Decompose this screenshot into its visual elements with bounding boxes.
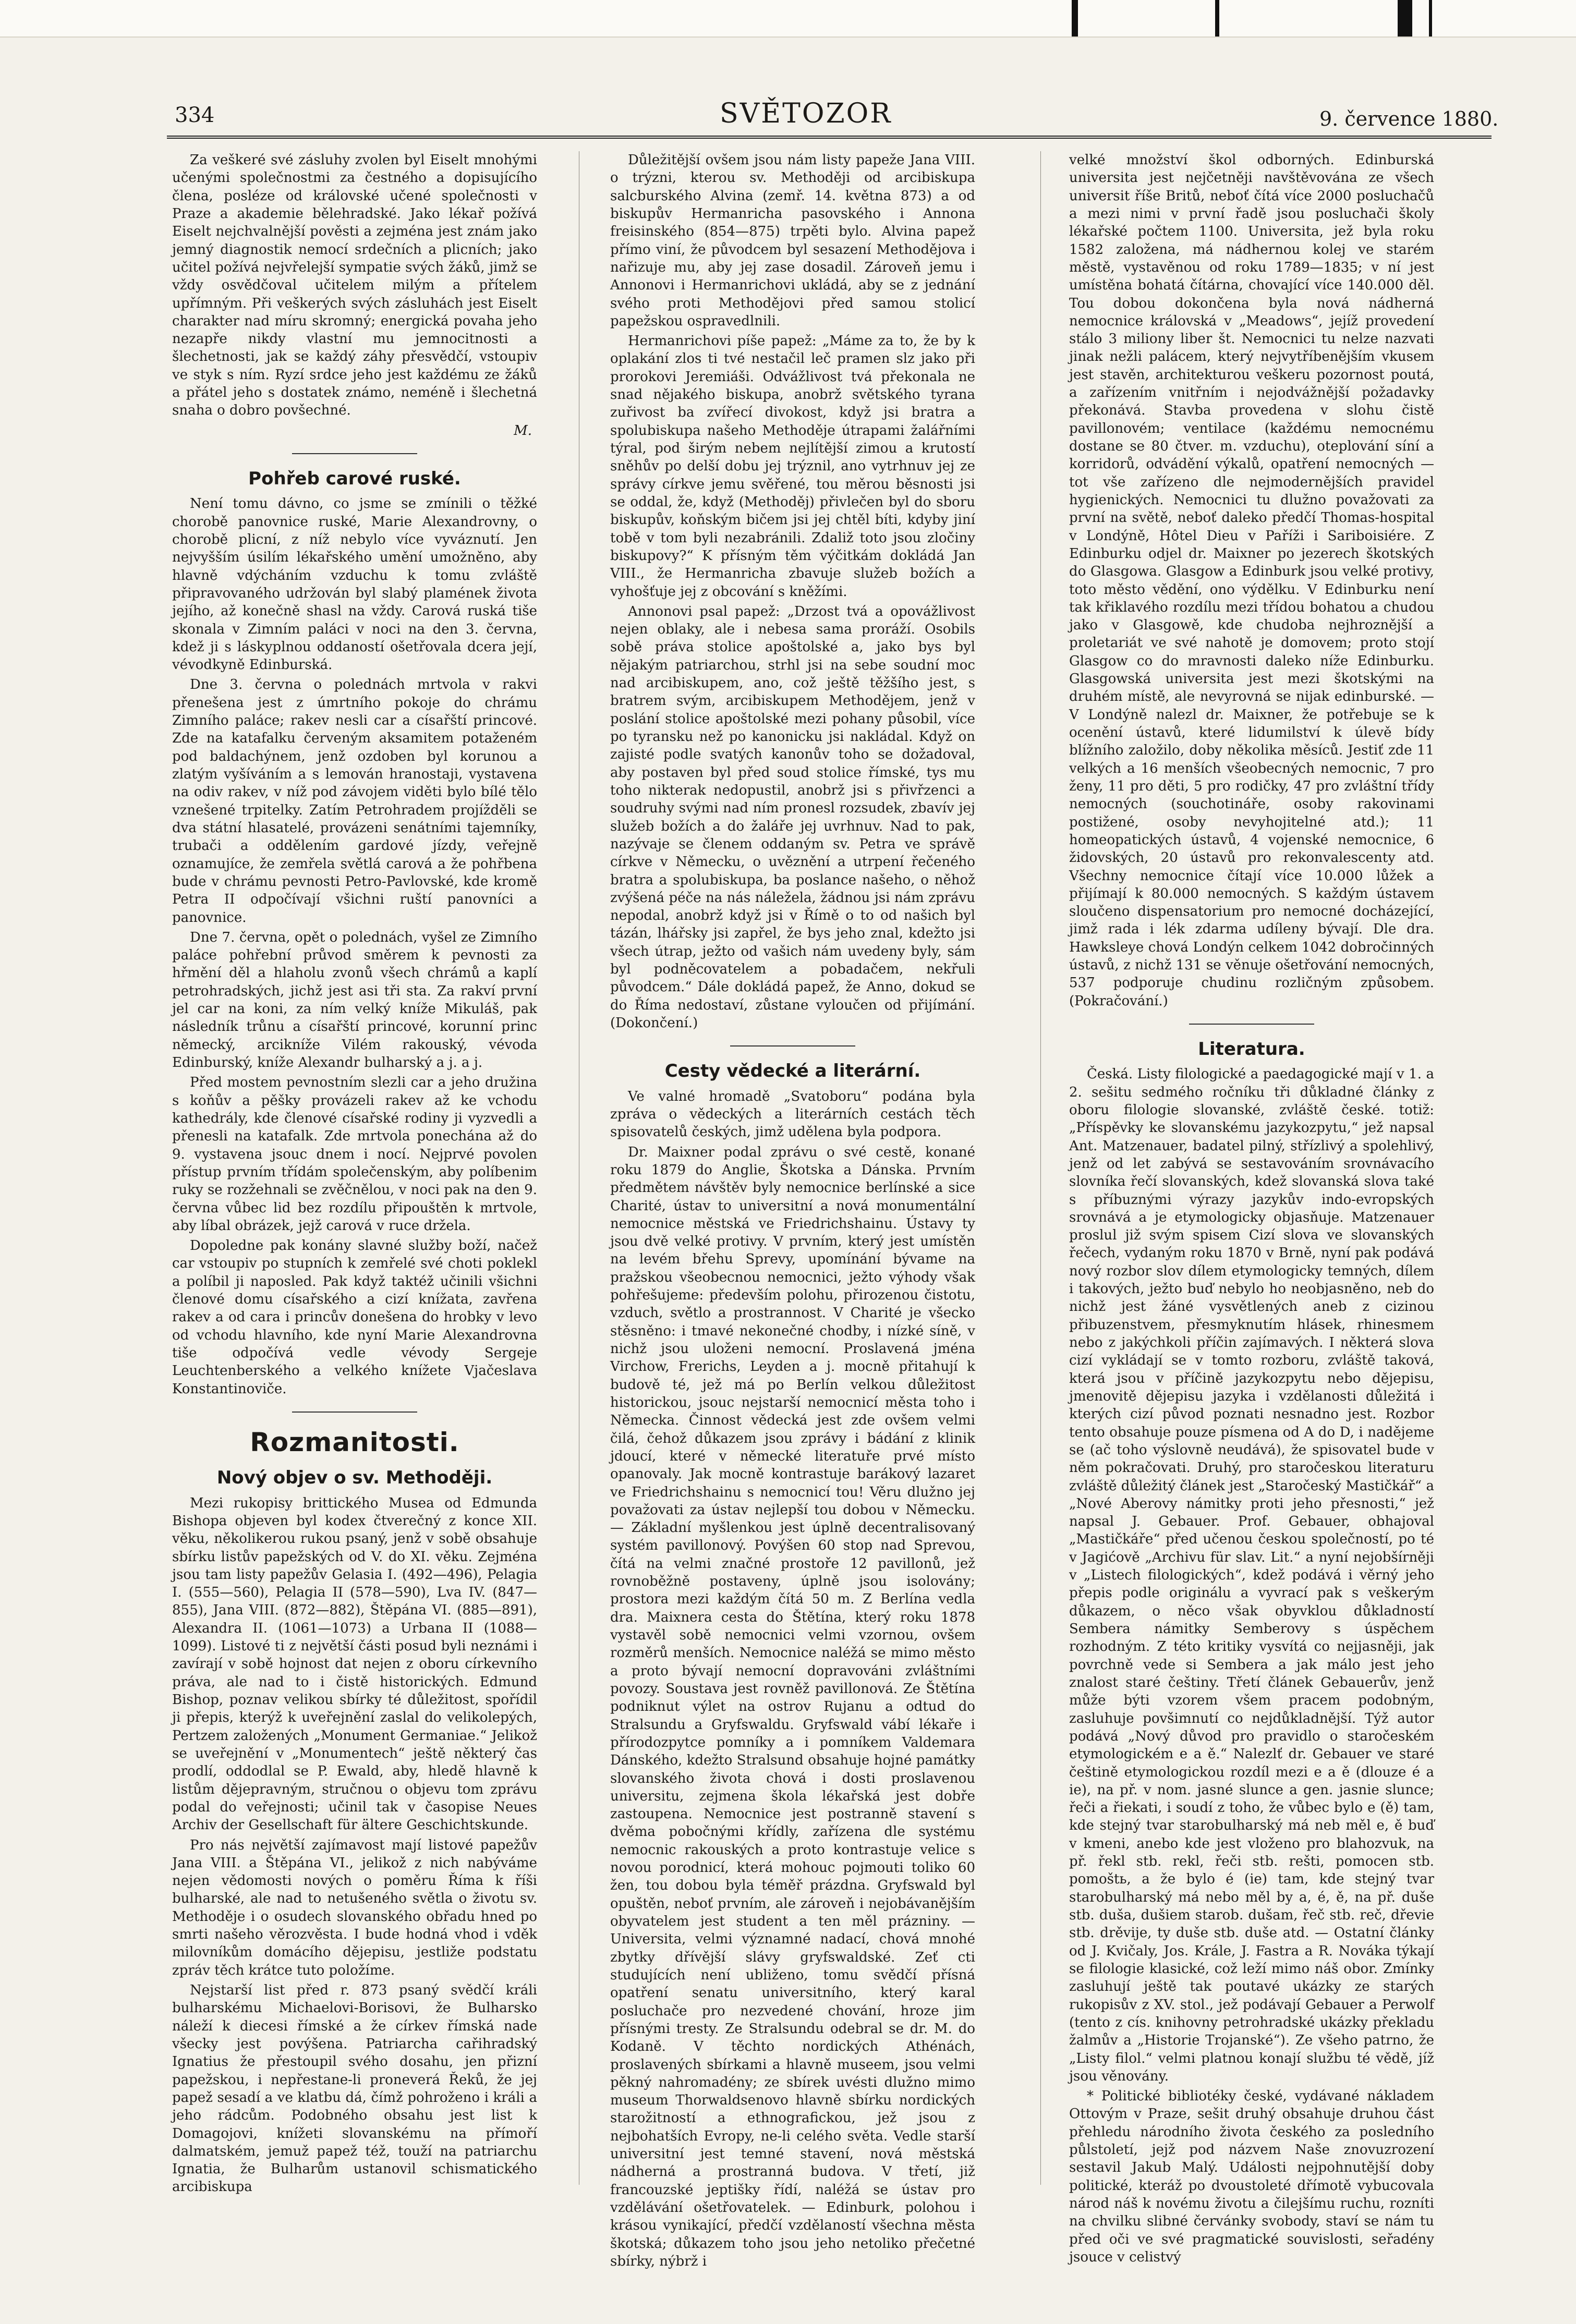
issue-date: 9. července 1880. — [1319, 107, 1499, 130]
article-heading: Nový objev o sv. Methoději. — [216, 1467, 493, 1489]
paragraph: Ve valné hromadě „Svatoboru“ podána byla zpráva o vědeckých a literárních cestách těch spisovatelů českých, jimž udělena byla podpora. — [610, 1088, 975, 1140]
separator — [730, 1045, 855, 1047]
header-rule — [167, 136, 1492, 139]
scan-mark — [1215, 0, 1219, 36]
article-heading: Pohřeb carové ruské. — [248, 468, 461, 489]
author-signature: M. — [514, 422, 532, 439]
paragraph: Dne 7. června, opět o polednách, vyšel ze Zimního paláce pohřební průvod směrem k pevnosti za hřmění děl a hlaholu zvonů všech chrámů a kaplí petrohradských, jichž jest asi tři sta. Za rakví první jel car na koni, za ním velký kníže Mikuláš, pak následník trůnu a císařští princové, korunní princ německý, arcikníže Vilém rakouský, vévoda Edinburský, kníže Alexandr bulharský a j. a j. — [172, 929, 537, 1070]
journal-title: SVĚTOZOR — [720, 98, 892, 129]
column-left — [172, 151, 537, 2198]
column-divider — [1040, 151, 1041, 2185]
paragraph: Dr. Maixner podal zprávu o své cestě, konané roku 1879 do Anglie, Škotska a Dánska. Prvním předmětem návštěv byly nemocnice berlínské a sice Charité, ústav to universitní a nová monumentální nemocnice městská ve Friedrichshainu. Ústavy ty jsou dvě velké protivy. V prvním, který jest umístěn na levém břehu Sprevy, upomínání bývame na pražskou všeobecnou nemocnici, ježto výhody však pohřešujeme: především polohu, přirozenou čistotu, vzduch, světlo a prostrannost. V Charité je všecko stěsněno: i tmavé nekonečné chodby, i nízké síně, v nichž jsou uloženi nemocní. Proslavená jména Virchow, Frerichs, Leyden a j. mocně přitahují k budově té, jež má po Berlín velkou důležitost historickou, jsouc nejstarší nemocnicí města toho i Německa. Činnost vědecká jest zde ovšem velmi čilá, čehož důkazem jsou zprávy i bádání z klinik jdoucí, které v německé literatuře prvé místo opanovaly. Jak mocně kontrastuje barákový lazaret ve Friedrichshainu s nemocnicí tou! Věru dlužno jej považovati za ústav nejlepší tou dobou v Německu. — Základní myšlenkou jest úplně decentralisovaný systém pavillonový. Povýšen 60 stop nad Sprevou, čítá na velmi značné prostoře 12 pavillonů, jež rovnoběžně postaveny, úplně jsou isolovány; prostora mezi každým čítá 50 m. Z Berlína vedla dra. Maixnera cesta do Štětína, který roku 1878 vystavěl sobě nemocnici velmi vzornou, ovšem rozměrů menších. Nemocnice naléžá se mimo město a proto bývají nemocní dopravováni zvláštními povozy. Soustava jest rovněž pavillonová. Ze Štětína podniknut výlet na ostrov Rujanu a odtud do Stralsundu a Gryfswaldu. Gryfswald vábí lékaře i přírodozpytce pomníky a i pomníkem Valdemara Dánského, kdežto Stralsund obsahuje hojné památky slovanského života chová i dosti proslavenou universitu, zejmena škola lékařská jest dobře zastoupena. Nemocnice jest postranně stavení s dvěma pobočnými křídly, zařízena dle systému nemocnic rakouských a proto kontrastuje velice s novou porodnicí, která mohouc pojmouti toliko 60 žen, tou dobou byla téměř prázdna. Gryfswald byl opuštěn, neboť prvním, ale zároveň i nejobávanějším obyvatelem jest student a ten měl prázniny. — Universita, velmi významné nadací, chová mnohé zbytky dřívější slávy gryfswaldské. Zeť cti studujících není ubliženo, tomu svědčí přísná opatření senatu universitního, který karal posluchače pro nezvedené chování, hroze jim přísnými tresty. Ze Stralsundu odebral se dr. M. do Kodaně. V těchto nordických Athénách, proslavených sbírkami a hlavně museem, jsou velmi pěkný nahromadény; ze sbírek uvésti dlužno mimo museum Thorwaldsenovo hlavně sbírku nordických starožitností a ethnografickou, jež jsou z nejbohatších Evropy, ne-li celého světa. Vedle starší universitní jest temné stavení, nová městská nádherná a prostranná budova. V třetí, již francouzské jeptišky řídí, naléžá se ústav pro vzdělávání ošetřovatelek. — Edinburk, polohou i krásou vynikající, předčí vzdělaností všechna města škotská; důkazem toho jsou jeho netoliko přečetné sbírky, nýbrž i — [610, 1144, 975, 2269]
scan-top-edge — [0, 0, 1576, 38]
paragraph: Důležitější ovšem jsou nám listy papeže Jana VIII. o trýzni, kterou sv. Methoději od arcibiskupa salcburského Alvina (zemř. 14. května 873) a od biskupův Hermanricha pasovského i Annona freisinského (854—875) trpěti bylo. Alvina papež přímo viní, že původcem byl sesazení Methodějova i nařizuje mu, aby jej zase dosadil. Zároveň jemu i Annonovi i Hermanrichovi ukládá, aby se z jednání svého proti Methodějovi před samou stolicí papežskou ospravedlnili. — [610, 152, 975, 329]
paragraph: Pro nás největší zajímavost mají listové papežův Jana VIII. a Štěpána VI., jelikož z nich nabýváme nejen vědomosti nových o poměru Říma k říši bulharské, ale nad to netušeného světla o životu sv. Methoděje i o osudech slovanského obřadu hned po smrti našeho věrozvěsta. I bude hodná vhod i vděk milovníkům domácího dějepisu, jestliže podstatu zpráv těch krátce tuto položíme. — [172, 1837, 537, 1978]
paragraph: * Politické bibliotéky české, vydávané nákladem Ottovým v Praze, sešit druhý obsahuje druhou část přehledu národního života českého za posledního půlstoletí, jejž pod názvem Naše znovuzrození sestavil Jakub Malý. Události nejpohnutější doby politické, kteráž po dvoustoleté dřímotě vybucovala národ náš k novému životu a čilejšímu ruchu, rozníti na chvilku slibné červánky svobody, staví se nám tu před oči ve své pragmatické souvislosti, seřadény jsouce v celistvý — [1069, 2088, 1434, 2265]
paragraph: Není tomu dávno, co jsme se zmínili o těžké chorobě panovnice ruské, Marie Alexandrovny, o chorobě plicní, z níž nebylo více vyváznutí. Jen nejvyšším úsilím lékařského umění umožněno, aby hlavně vdýcháním vzduchu k tomu zvláště připravovaného udržován byl slabý plamének života jejího, až konečně shasl na vždy. Carová ruská tiše skonala v Zimním paláci v noci na den 3. června, kdež ji s láskyplnou oddaností ošetřovala dcera její, vévodkyně Edinburská. — [172, 496, 537, 673]
separator — [1189, 1024, 1314, 1025]
paragraph: Před mostem pevnostním slezli car a jeho družina s koňův a pěšky provázeli rakev až ke vchodu kathedrály, kde členové císařské rodiny ji vyzvedli a přenesli na katafalk. Zde mrtvola ponechána až do 9. vystavena jsouc dnem i nocí. Nejprvé povolen přístup prvním třídám společenským, aby políbenim ruky se rozžehnali se zvěčnělou, v noci pak na den 9. června vůbec lid bez rozdílu připouštěn k mrtvole, aby líbal obrázek, jejž carová v ruce držela. — [172, 1075, 537, 1234]
scan-mark — [1398, 0, 1412, 36]
paragraph: Dopoledne pak konány slavné služby boží, načež car vstoupiv po stupních k zemřelé své choti poklekl a políbil ji naposled. Pak když taktéž učinili všichni členové domu císařského a cizí knížata, zavřena rakev a od cara i princův donešena do hrobky v levo od vchodu hlavního, kde nyní Marie Alexandrovna tiše odpočívá vedle vévody Sergeje Leuchtenberského a velkého knížete Vjačeslava Konstantinoviče. — [172, 1238, 537, 1397]
separator — [292, 1412, 417, 1413]
paragraph: Nejstarší list před r. 873 psaný svědčí králi bulharskému Michaelovi-Borisovi, že Bulharsko náleží k diecesi římské a že církev římská nade všecky jest povýšena. Patriarcha cařihradský Ignatius že přestoupil svého dosahu, jen přizní papežskou, i nepřestane-li proneverá Řeků, že jej papež sesadí a ve klatbu dá, čímž pohroženo i králi a jeho rádcům. Podobného obsahu jest list k Domagojovi, knížeti slovanskému na přímoří dalmatském, jemuž papež též, touží na patriarchu Ignatia, že Bulharům ustanovil schismatického arcibiskupa — [172, 1982, 537, 2195]
paragraph: velké množství škol odborných. Edinburská universita jest nejčetněji navštěvována ze všech universit říše Britů, neboť čítá více 2000 posluchačů a mezi nimi v první řadě jsou posluchači školy lékařské počtem 1100. Universita, jež byla roku 1582 založena, má nádhernou kolej ve starém městě, vystavěnou od roku 1789—1835; v ní jest umístěna bohatá čítárna, chovající více 140.000 děl. Tou dobou dokončena byla nová nádherná nemocnice královská v „Meadows“, jejíž provedení stálo 3 miliony liber št. Nemocnici tu nelze nazvati jinak nežli palácem, který nejvytříbenějším vkusem jest stavěn, architekturou veškeru pozornost poutá, a zařízením vnitřním i nejodvážnější požadavky překonává. Stavba provedena v slohu čistě pavillonovém; ventilace (každému nemocnému dostane se 80 čtver. m. vzduchu), oteplování síní a korridorů, odvádění výkalů, opatření nemocných — tot vše zařízeno dle nejmodernějších pravidel hygienických. Nemocnici tu dlužno považovati za první na světě, neboť daleko předčí Thomas-hospital v Londýně, Hôtel Dieu v Paříži i Sariboisiére. Z Edinburku odjel dr. Maixner po jezerech škotských do Glasgowa. Glasgow a Edinburk jsou velké protivy, toto město vědění, ono výdělku. V Edinburku není tak křiklavého rozdílu mezi třídou bohatou a chudou jako v Glasgowě, kde chudoba nejhroznější a proletariát ve své nahotě je domovem; proto stojí Glasgow co do mravnosti daleko níže Edinburku. Glasgowská universita jest mezi škotskými na druhém místě, ale nevyrovná se nijak edinburské. — V Londýně nalezl dr. Maixner, že potřebuje se k ocenění ústavů, které lidumilství k úlevě bídy blížního založilo, doby několika měsíců. Jestiť zde 11 velkých a 16 menších všeobecných nemocnic, 7 pro ženy, 11 pro děti, 5 pro rodičky, 47 pro zvláštní třídy nemocných (souchotináře, osoby rakovinami postižené, osoby nevyhojitelné atd.); 11 homeopatických ústavů, 4 vojenské nemocnice, 6 židovských, 20 ústavů pro rekonvalescenty atd. Všechny nemocnice čítají více 10.000 lůžek a přijímají k 80.000 nemocných. S každým ústavem sloučeno dispensatorium pro nemocné docházející, jimž rada i lék zdarma udíleny bývají. Dle dra. Hawksleye chová Londýn celkem 1042 dobročinných ústavů, z nichž 131 se věnuje ošetřování nemocných, 537 podporuje chudinu rozličným způsobem. (Pokračování.) — [1069, 152, 1434, 1009]
scan-mark — [1429, 0, 1432, 36]
paragraph: Annonovi psal papež: „Drzost tvá a opovážlivost nejen oblaky, ale i nebesa sama proráží. Osobils sobě práva stolice apoštolské a, jako bys byl nějakým patriarchou, strhl jsi na sebe soudní moc nad arcibiskupem, ano, což ještě těžšího jest, s bratrem svým, arcibiskupem Methodějem, jenž v poslání stolice apoštolské mezi pohany působil, více po tyransku než po kanonicku jsi nakládal. Když on zajisté podle svatých kanonův toho se dožadoval, aby postaven byl před soud stolice římské, tys mu toho nikterak nedopustil, anobrž jsi s přivřzenci a soudruhy svými nad ním pronesl rozsudek, zbavív jej služeb božích a do žaláře jej uvrhnuv. Nad to pak, nazývaje se členem oddaným sv. Petra ve správě církve v Německu, o uvěznění a utrpení řečeného bratra a spolubiskupa, ba poslance našeho, o něhož zvýšená péče na nás náležela, žádnou jsi nám zprávu nepodal, anobrž když jsi v Římě o to od našich byl tázán, lhářsky jsi zapřel, že bys jeho znal, kdežto jsi všech útrap, ježto od vašich nám uvedeny byly, sám byl podněcovatelem a pobadačem, nekřuli původcem.“ Dále dokládá papež, že Anno, dokud se do Říma nedostaví, zůstane vyloučen od přijímání. (Dokončení.) — [610, 603, 975, 1031]
paragraph: Hermanrichovi píše papež: „Máme za to, že by k oplakání zlos ti tvé nestačil leč pramen slz jako při prorokovi Jeremiáši. Odvážlivost tvá překonala ne snad nějakého biskupa, anobrž světského tyrana zuřivost ba zvířecí divokost, když jsi bratra a spolubiskupa našeho Methoděje útrapami žalářními týral, pod širým nebem nejlítější zimou a krutostí sněhův po delší dobu jej trýznil, ano vytrhnuv jej ze správy církve jemu svěřené, tou měrou běsnosti jsi se oddal, že, když (Methoděj) přivlečen byl do sboru biskupův, koňským bičem jsi jej chtěl bíti, kdyby jiní tobě v tom byli nezabránili. Zdaliž toto jsou zločiny biskupovy?“ K přísným těm výčitkám dokládá Jan VIII., že Hermanricha zbavuje služeb božích a vyhošťuje jej z obcování s kněžími. — [610, 333, 975, 600]
column-middle — [610, 151, 975, 2272]
scan-mark — [1072, 0, 1078, 36]
separator — [292, 453, 417, 454]
section-heading: Rozmanitosti. — [250, 1427, 459, 1457]
page-number: 334 — [175, 103, 215, 127]
paragraph: Dne 3. června o polednách mrtvola v rakvi přenešena jest z úmrtního pokoje do chrámu Zimního paláce; rakev nesli car a císařští princové. Zde na katafalku červeným aksamitem potaženém pod baldachýnem, jenž ozdoben byl korunou a zlatým vyšíváním a s lemován hranostaji, vystavena na odiv rakev, v níž pod závojem viděti bylo bílé tělo vznešené trpitelky. Zatím Petrohradem projížděli se dva státní hlasatelé, provázeni senátními tajemníky, trubači a oddělením gardové jízdy, veřejně oznamujíce, že zemřela světlá carová a že pohřbena bude v chrámu pevnosti Petro-Pavlovské, kde kromě Petra II odpočívají všichni ruští panovníci a panovnice. — [172, 677, 537, 926]
column-right — [1069, 151, 1434, 2268]
article-heading: Literatura. — [1198, 1039, 1305, 1060]
article-heading: Cesty vědecké a literární. — [664, 1061, 921, 1082]
paragraph: Česká. Listy filologické a paedagogické mají v 1. a 2. sešitu sedmého ročníku tři důkladné články z oboru filologie slovanské, zvláště české. totiž: „Příspěvky ke slovanskému jazykozpytu,“ jež napsal Ant. Matzenauer, badatel pilný, střízlivý a spolehlivý, jenž od let zabývá se sestavováním srovnávacího slovníka řečí slovanských, kdež slovanská slova také s příbuznými výrazy jazykův indo-evropských srovnává a je etymologicky objasňuje. Matzenauer proslul již svým spisem Cizí slova ve slovanských řečech, vydaným roku 1870 v Brně, nyní pak podává nový rozbor slov dílem etymologicky temných, dílem i takových, ježto buď nebylo ho neobjasněno, neb do nichž jest žáné vysvětlených aneb z cizinou přibuzenstvem, přesmyknutím hlásek, rhinesmem nebo z jakýchkoli příčin zajímavých. I některá slova cizí vykládají se v tomto rozboru, zvláště taková, která jsou v příčině jazykozpytu nebo dějepisu, jmenovitě dějepisu jazyka i vzdělanosti důležitá i kterých cizí původ poznati nesnadno jest. Rozbor tento obsahuje pouze písmena od A do D, i nadějeme se (ač toho výslovně neudává), že spisovatel bude v něm pokračovati. Druhý, pro staročeskou literaturu zvláště důležitý článek jest „Staročeský Mastičkář“ a „Nové Aberovy námitky proti jeho přesnosti,“ jež napsal J. Gebauer. Prof. Gebauer, obhajoval „Mastičkáře“ před učenou českou společností, po té v Jagićově „Archivu für slav. Lit.“ a nyní nejobšírněji v „Listech filologických“, kdež podává i věrný jeho přepis podle originálu a vyvrací pak s veškerým důkazem, o něco však obyvklou důkladností Sembera námitky Semberovy s úspěchem rozhodným. Z této kritiky vysvítá co nejjasněji, jak povrchně vede si Sembera a jak málo jest jeho znalost staré češtiny. Třetí článek Gebauerův, jenž může býti vzorem všem pracem podobným, zasluhuje povšimnutí co nejdůkladnější. Týž autor podává „Nový důvod pro pravidlo o staročeském etymologickém e a ě.“ Nalezlť dr. Gebauer ve staré češtině etymologickou rozdíl mezi e a ě (dlouze é a ie), na př. v nom. jasné slunce a gen. jasnie slunce; řeči a řiekati, i soudí z toho, že vůbec bylo e (ě) tam, kde stejný tvar starobulharský má neb měl e, ě buď v kmeni, anebo kde jest vloženo pro blahozvuk, na př. řekl stb. rekl, řeči stb. rešti, pomocen stb. pomoštь, a že bylo é (ie) tam, kde stejný tvar starobulharský má nebo měl by a, é, ě, na př. duše stb. duša, dušiem starob. dušam, řeč stb. reč, dřevie stb. drěvije, ty duše stb. duše atd. — Ostatní články od J. Kvičaly, Jos. Krále, J. Fastra a R. Nováka týkají se filologie klasické, což leží mimo náš obor. Zmínky zasluhují ještě tak poutavé ukázky ze starých rukopisův z XV. stol., jež podávají Gebauer a Perwolf (tento z cís. knihovny petrohradské ukázky překladu žalmův a „Historie Trojanské“). Ze všeho patrno, že „Listy filol.“ velmi platnou konají službu té vědě, jíž jsou věnovány. — [1069, 1066, 1434, 2084]
paragraph: Mezi rukopisy brittického Musea od Edmunda Bishopa objeven byl kodex čtverečný z konce XII. věku, několikerou rukou psaný, jenž v sobě obsahuje sbírku listův papežských od V. do XI. věku. Zejména jsou tam listy papežův Gelasia I. (492—496), Pelagia I. (555—560), Pelagia II (578—590), Lva IV. (847—855), Jana VIII. (872—882), Štěpána VI. (885—891), Alexandra II. (1061—1073) a Urbana II (1088—1099). Listové ti z největší části posud byli neznámi i zavírají v sobě hojnost dat nejen z oboru církevního práva, ale nad to i čistě historických. Edmund Bishop, poznav velikou sbírky té důležitost, spořídil ji přepis, kterýž k uveřejnění zaslal do velikolepých, Pertzem založených „Monument Germaniae.“ Jelikož se uveřejnění v „Monumentech“ ještě některý čas prodlí, oddodlal se P. Ewald, aby, hledě hlavně k listům dějepravným, stručnou o objevu tom zprávu podal do veřejnosti; učinil tak v časopise Neues Archiv der Gesellschaft für ältere Geschichtskunde. — [172, 1495, 537, 1833]
paragraph: Za veškeré své zásluhy zvolen byl Eiselt mnohými učenými společnostmi za čestného a dopisujícího člena, posléze od královské učené společnosti v Praze a akademie bělehradské. Jako lékař požívá Eiselt nejchvalnější pověsti a zejména jest znám jako jemný diagnostik nemocí srdečních a plicních; jako učitel požívá nejvřelejší sympatie svých žáků, jimž se vždy osvědčoval učitelem milým a přítelem upřímným. Při veškerých svých zásluhách jest Eiselt charakter nad míru skromný; energická povaha jeho nezapře nikdy vlastní mu jemnocitnosti a šlechetnosti, jak se každý záhy přesvědčí, vstoupiv ve styk s ním. Ryzí srdce jeho jest každému ze žáků a přátel jeho s dostatek známo, neméně i šlechetná snaha o dobro povšechné. — [172, 152, 537, 419]
